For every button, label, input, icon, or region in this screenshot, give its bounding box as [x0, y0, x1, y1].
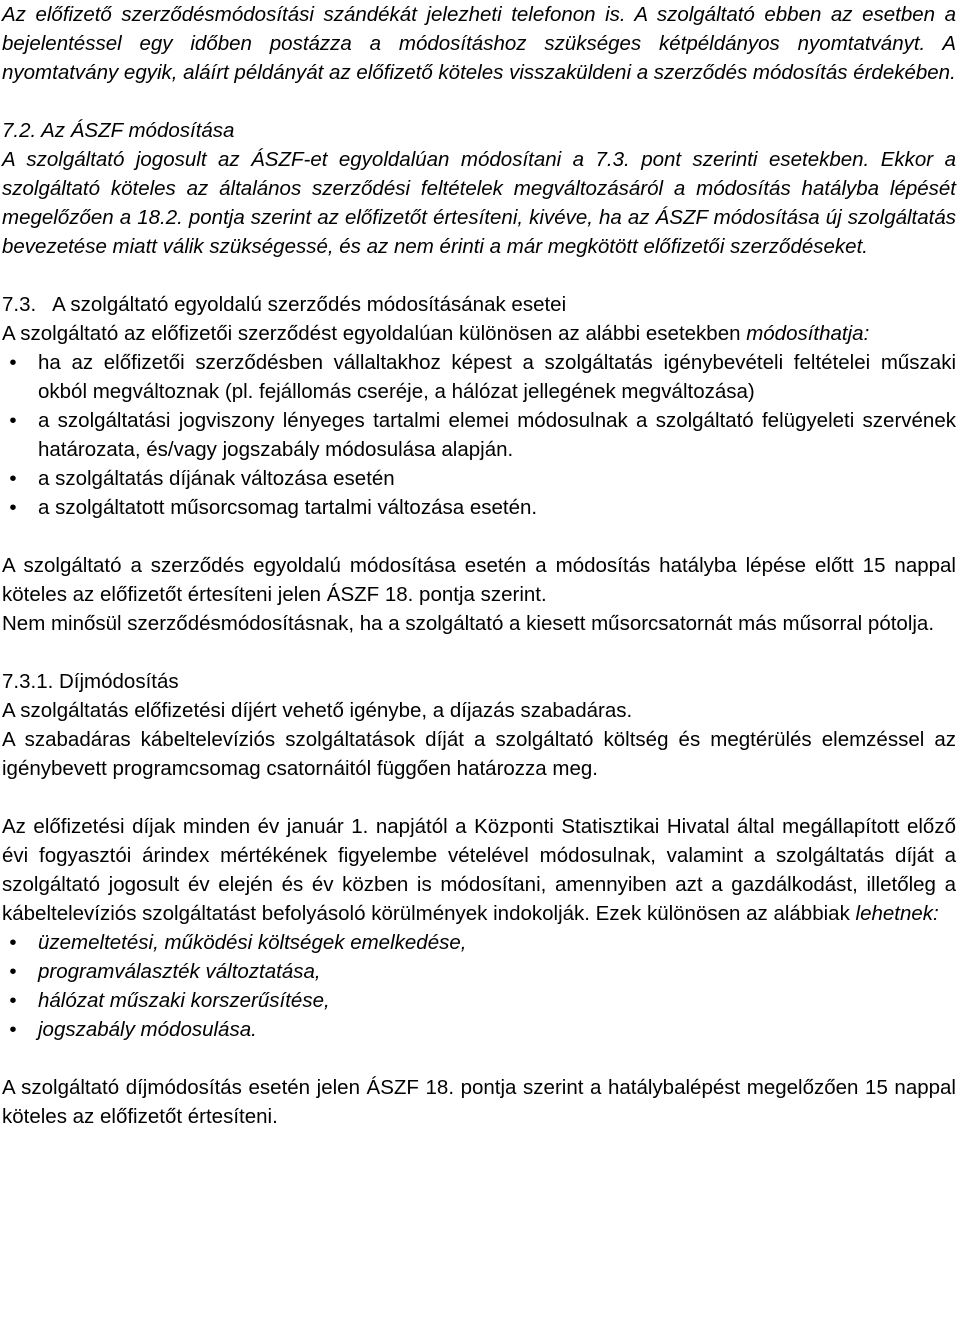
section-7-3-1-paragraph-4: A szolgáltató díjmódosítás esetén jelen ÁSZF 18. pontja szerint a hatálybalépést megelőzően 15 nappal köteles az előfizetőt értesíteni. — [2, 1076, 956, 1128]
spacer — [2, 87, 956, 116]
section-7-3-1-paragraph-1: A szolgáltatás előfizetési díjért vehető igénybe, a díjazás szabadáras. — [2, 699, 633, 722]
section-7-3-title: A szolgáltató egyoldalú szerződés módosításának esetei — [52, 293, 567, 316]
section-7-3-1-paragraph-2: A szabadáras kábeltelevíziós szolgáltatások díját a szolgáltató költség és megtérülés elemzéssel az igénybevett programcsomag csatornáitól függően határozza meg. — [2, 728, 956, 780]
section-7-2-paragraph: A szolgáltató jogosult az ÁSZF-et egyoldalúan módosítani a 7.3. pont szerinti esetekben. Ekkor a szolgáltató köteles az általános szerződési feltételek megváltozásáról a módosítás hatályba lépését megelőzően a 18.2. pontja szerint az előfizetőt értesíteni, kivéve, ha az ÁSZF módosítása új szolgáltatás bevezetése miatt válik szükségessé, és az nem érinti a már megkötött előfizetői szerződéseket. — [2, 148, 956, 258]
spacer — [2, 261, 956, 290]
bullet-icon: • — [9, 931, 17, 954]
section-7-3-paragraph-3: Nem minősül szerződésmódosításnak, ha a szolgáltató a kiesett műsorcsatornát más műsorral pótolja. — [2, 612, 935, 635]
section-7-3-1-bullet-list — [2, 928, 956, 1044]
list-item: • ha az előfizetői szerződésben vállaltakhoz képest a szolgáltatás igénybevételi feltételei műszaki okból megváltoznak (pl. fejállomás cseréje, a hálózat jellegének megváltozása) — [2, 348, 956, 406]
section-7-3-paragraph-2: A szolgáltató a szerződés egyoldalú módosítása esetén a módosítás hatályba lépése előtt 15 nappal köteles az előfizetőt értesíteni jelen ÁSZF 18. pontja szerint. — [2, 554, 956, 606]
list-item: • a szolgáltatási jogviszony lényeges tartalmi elemei módosulnak a szolgáltató felügyeleti szervének határozata, és/vagy jogszabály módosulása alapján. — [2, 406, 956, 464]
section-7-3-1-paragraph-3: Az előfizetési díjak minden év január 1. napjától a Központi Statisztikai Hivatal által megállapított előző évi fogyasztói árindex mértékének figyelembe vételével módosulnak, valamint a szolgáltatás díját a szolgáltató jogosult év elején és év közben is módosítani, amennyiben azt a gazdálkodást, illetőleg a kábeltelevíziós szolgáltatást befolyásoló körülmények indokolják. Ezek különösen az alábbiak lehetnek: — [2, 815, 956, 925]
list-item: • programválaszték változtatása, — [2, 957, 956, 986]
section-7-3-heading — [2, 290, 956, 319]
list-item: • hálózat műszaki korszerűsítése, — [2, 986, 956, 1015]
section-7-2-heading: 7.2. Az ÁSZF módosítása — [2, 119, 235, 142]
spacer — [2, 522, 956, 551]
bullet-icon: • — [9, 351, 17, 374]
list-item: • a szolgáltatás díjának változása esetén — [2, 464, 956, 493]
list-item: • jogszabály módosulása. — [2, 1015, 956, 1044]
spacer — [2, 638, 956, 667]
bullet-icon: • — [9, 409, 17, 432]
section-7-3-bullet-list — [2, 348, 956, 522]
section-7-3-1-heading: 7.3.1. Díjmódosítás — [2, 670, 179, 693]
spacer — [2, 783, 956, 812]
bullet-icon: • — [9, 1018, 17, 1041]
spacer — [2, 1044, 956, 1073]
section-7-3-paragraph-1: A szolgáltató az előfizetői szerződést egyoldalúan különösen az alábbi esetekben módosíthatja: — [2, 322, 870, 345]
intro-paragraph: Az előfizető szerződésmódosítási szándékát jelezheti telefonon is. A szolgáltató ebben az esetben a bejelentéssel egy időben postázza a módosításhoz szükséges kétpéldányos nyomtatványt. A nyomtatvány egyik, aláírt példányát az előfizető köteles visszaküldeni a szerződés módosítás érdekében. — [2, 3, 956, 84]
section-7-3-number: 7.3. — [2, 293, 37, 316]
list-item: • üzemeltetési, működési költségek emelkedése, — [2, 928, 956, 957]
list-item: • a szolgáltatott műsorcsomag tartalmi változása esetén. — [2, 493, 956, 522]
bullet-icon: • — [9, 496, 17, 519]
bullet-icon: • — [9, 467, 17, 490]
bullet-icon: • — [9, 989, 17, 1012]
bullet-icon: • — [9, 960, 17, 983]
